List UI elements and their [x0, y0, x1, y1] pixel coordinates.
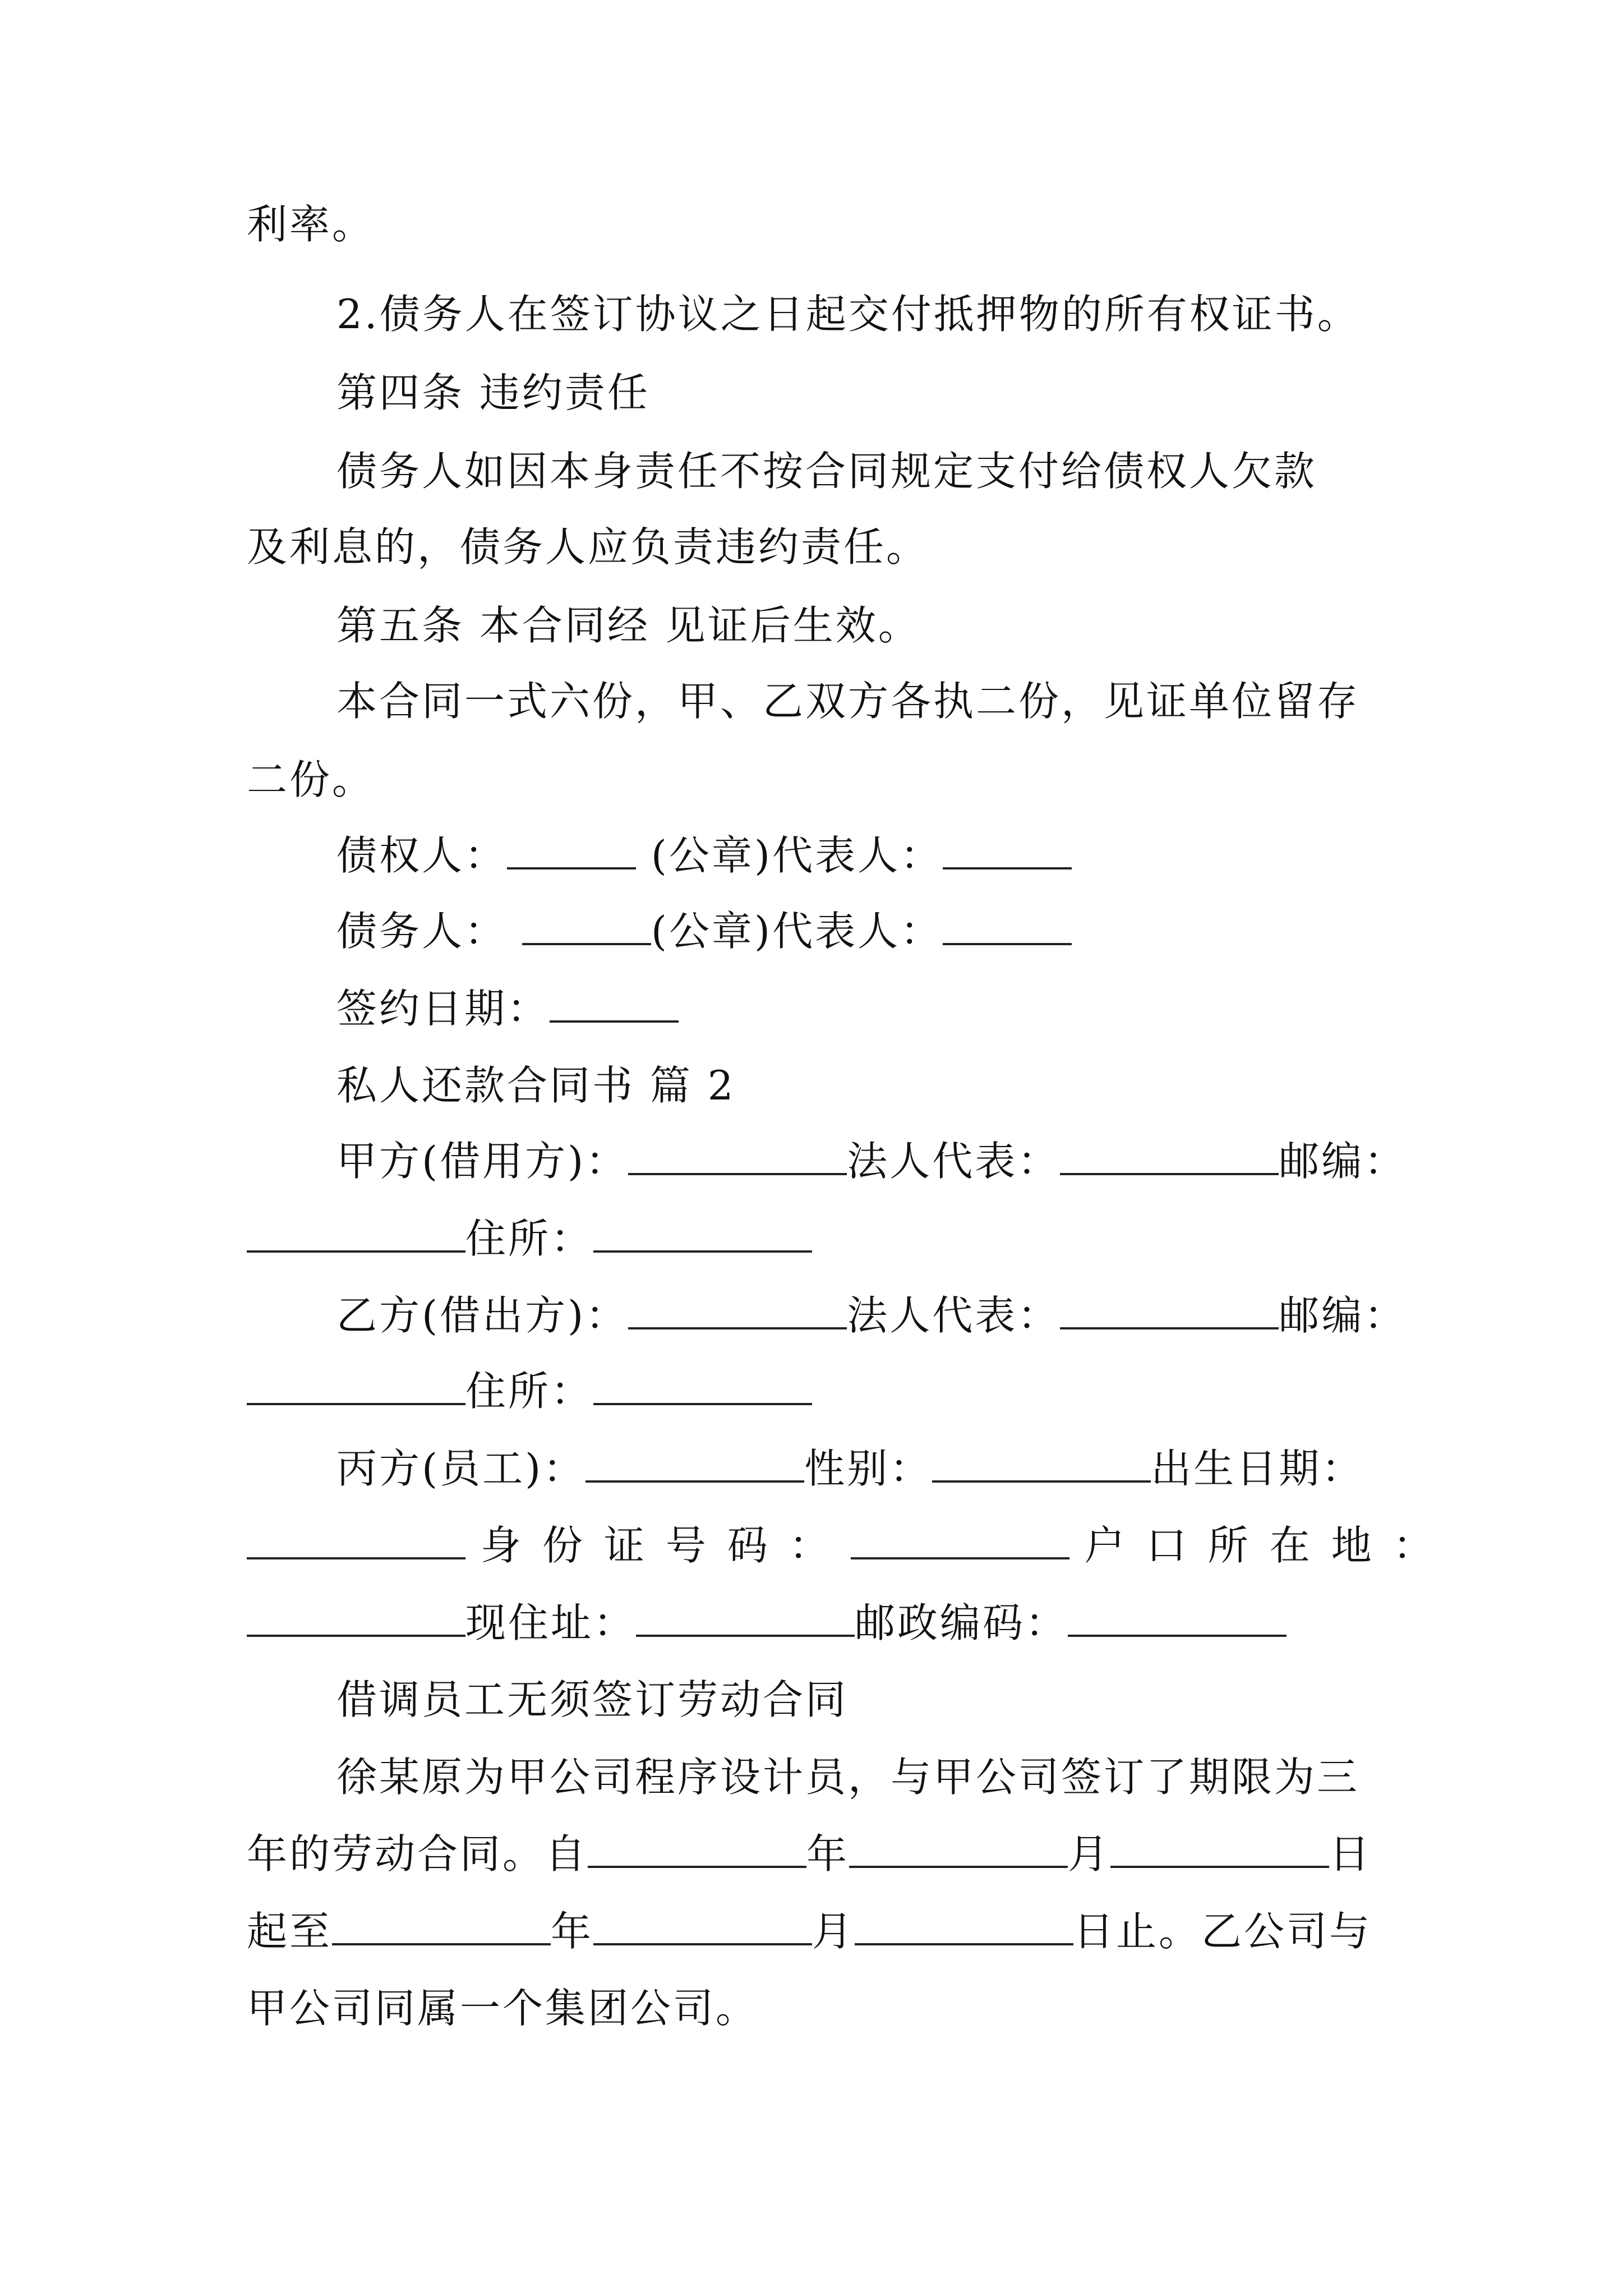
rep-blank: [943, 904, 1072, 945]
postal-code-label: 邮政编码：: [855, 1599, 1068, 1646]
article-heading: 第四条 违约责任: [336, 369, 650, 416]
blank: [247, 1364, 465, 1405]
date-range-line-1: [247, 1826, 1424, 1882]
blank: [332, 1904, 551, 1945]
sign-date-label: 签约日期：: [336, 985, 550, 1032]
address-label: 住所：: [465, 1368, 594, 1415]
day-label: 日: [1329, 1830, 1372, 1878]
household-label: 户口所在地：: [1084, 1522, 1455, 1569]
text: 起至: [247, 1908, 333, 1955]
text-line: 债务人如因本身责任不按合同规定支付给债权人欠款: [336, 448, 1317, 495]
article-heading: 第五条 本合同经 见证后生效。: [336, 602, 921, 649]
blank: [636, 1595, 855, 1637]
id-number-label: 身份证号码：: [480, 1522, 851, 1569]
sub-heading: 借调员工无须签订劳动合同: [336, 1676, 849, 1723]
blank: [1110, 1826, 1329, 1868]
blank: [247, 1595, 465, 1637]
seal-rep-label: (公章)代表人：: [651, 832, 943, 879]
blank: [932, 1441, 1151, 1483]
debtor-label: 债务人：: [336, 908, 508, 955]
party-a-line: [336, 1133, 1514, 1189]
creditor-signature-line: [336, 827, 1514, 884]
month-label: 月: [812, 1908, 855, 1955]
text-line: 2.债务人在签订协议之日起交付抵押物的所有权证书。: [336, 291, 1360, 338]
party-c-line: [336, 1441, 1514, 1497]
text-line: 二份。: [247, 756, 375, 803]
party-a-address-line: [247, 1211, 1424, 1267]
blank: [1060, 1134, 1279, 1175]
party-c-label: 丙方(员工)：: [336, 1445, 586, 1492]
text-line: 甲公司同属一个集团公司。: [247, 1985, 759, 2032]
blank: [593, 1211, 812, 1253]
party-a-label: 甲方(借用方)：: [336, 1138, 629, 1185]
postcode-label: 邮编：: [1279, 1138, 1407, 1185]
sign-date-line: [336, 981, 1514, 1037]
blank: [849, 1826, 1068, 1868]
blank: [593, 1904, 812, 1945]
date-blank: [550, 981, 679, 1023]
text: 日止。乙公司与: [1073, 1908, 1372, 1955]
year-label: 年: [806, 1830, 850, 1878]
text: 年的劳动合同。自: [247, 1830, 588, 1878]
blank: [851, 1518, 1069, 1559]
date-range-line-2: [247, 1903, 1424, 1959]
party-b-line: [336, 1287, 1514, 1343]
party-b-label: 乙方(借出方)：: [336, 1292, 629, 1339]
creditor-label: 债权人：: [336, 832, 508, 879]
blank: [247, 1211, 465, 1253]
blank: [593, 1364, 812, 1405]
postcode-label: 邮编：: [1279, 1292, 1407, 1339]
blank: [855, 1904, 1073, 1945]
blank: [588, 1826, 806, 1868]
party-b-address-line: [247, 1363, 1424, 1419]
blank: [628, 1134, 847, 1175]
month-label: 月: [1068, 1830, 1111, 1878]
text-line: 及利息的，债务人应负责违约责任。: [247, 523, 929, 570]
blank: [1068, 1595, 1287, 1637]
section-title: 私人还款合同书 篇 2: [336, 1062, 736, 1109]
seal-rep-label: (公章)代表人：: [651, 908, 943, 955]
blank: [628, 1288, 847, 1329]
rep-blank: [943, 828, 1072, 869]
current-address-line: [247, 1595, 1424, 1651]
year-label: 年: [551, 1908, 594, 1955]
legal-rep-label: 法人代表：: [847, 1138, 1061, 1185]
current-address-label: 现住址：: [465, 1599, 637, 1646]
text-line: 利率。: [247, 201, 375, 248]
id-line: [247, 1517, 1455, 1573]
blank: [247, 1518, 465, 1559]
legal-rep-label: 法人代表：: [847, 1292, 1061, 1339]
address-label: 住所：: [465, 1215, 594, 1262]
creditor-blank: [507, 828, 636, 869]
gender-label: 性别：: [804, 1445, 933, 1492]
debtor-blank: [522, 904, 651, 945]
text-line: 本合同一式六份，甲、乙双方各执二份，见证单位留存: [336, 678, 1360, 725]
debtor-signature-line: [336, 903, 1514, 959]
blank: [1060, 1288, 1279, 1329]
blank: [585, 1441, 804, 1483]
text-line: 徐某原为甲公司程序设计员，与甲公司签订了期限为三: [336, 1754, 1360, 1801]
birth-date-label: 出生日期：: [1151, 1445, 1364, 1492]
